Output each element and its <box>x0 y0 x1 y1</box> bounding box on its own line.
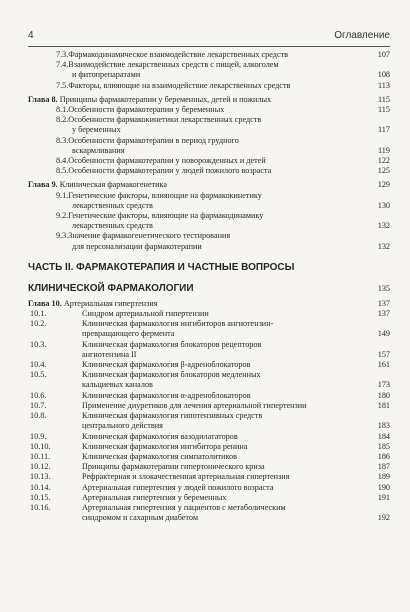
toc-entry[interactable] <box>28 350 390 360</box>
page-number: 4 <box>28 30 34 41</box>
entry-title: ангиотензина II <box>82 349 137 359</box>
page-ref: 185 <box>377 441 390 451</box>
entry-title: Принципы фармакотерапии гипертонического криза <box>82 462 265 472</box>
entry-title: превращающего фермента <box>82 329 175 339</box>
toc-entry[interactable] <box>28 370 390 380</box>
section-number: 8.2. <box>56 115 69 125</box>
page-ref: 119 <box>378 145 390 155</box>
entry-title: Взаимодействие лекарственных средств с пищей, алкоголем <box>68 60 279 70</box>
toc-entry[interactable] <box>28 242 390 252</box>
entry-title: Артериальная гипертензия <box>63 298 158 308</box>
section-number: 10.9. <box>30 431 47 441</box>
page-ref: 173 <box>377 380 390 390</box>
table-of-contents <box>28 50 390 523</box>
entry-title: лекарственных средств <box>72 200 153 210</box>
section-number: 10.4. <box>30 360 47 370</box>
toc-part-heading[interactable] <box>28 283 390 295</box>
toc-entry[interactable] <box>28 442 390 452</box>
toc-entry[interactable] <box>28 452 390 462</box>
toc-entry[interactable] <box>28 50 390 60</box>
section-number: 9.2. <box>56 211 69 221</box>
entry-title: для персонализации фармакотерапии <box>72 241 202 251</box>
toc-entry[interactable] <box>28 462 390 472</box>
entry-title: синдромом и сахарным диабетом <box>82 513 199 523</box>
toc-chapter-entry[interactable] <box>28 299 390 309</box>
entry-title: Рефрактерная и злокачественная артериальная гипертензия <box>82 472 290 482</box>
section-number: 10.11. <box>30 451 51 461</box>
toc-chapter-entry[interactable] <box>28 95 390 105</box>
entry-title: Синдром артериальной гипертензии <box>82 309 209 319</box>
section-number: 10.16. <box>30 502 51 512</box>
toc-chapter-entry[interactable] <box>28 180 390 190</box>
toc-entry[interactable] <box>28 503 390 513</box>
entry-title: Клиническая фармакогенетика <box>59 180 167 190</box>
page-ref: 132 <box>377 241 390 251</box>
page-ref: 157 <box>377 349 390 359</box>
entry-title: Особенности фармакотерапии у беременных <box>68 105 225 115</box>
entry-title: и фитопрепаратами <box>72 70 141 80</box>
entry-title: Особенности фармакотерапии у людей пожилого возраста <box>68 166 272 176</box>
section-number: 9.1. <box>56 190 69 200</box>
toc-entry[interactable] <box>28 319 390 329</box>
page-ref: 183 <box>377 421 390 431</box>
toc-entry[interactable] <box>28 309 390 319</box>
entry-title: кальциевых каналов <box>82 380 153 390</box>
section-number: 10.12. <box>30 462 51 472</box>
section-number: 10.15. <box>30 492 51 502</box>
entry-title: Клиническая фармакология ингибитора ренина <box>82 441 248 451</box>
toc-entry[interactable] <box>28 105 390 115</box>
page-ref: 129 <box>377 180 390 190</box>
page-ref: 190 <box>377 482 390 492</box>
toc-entry[interactable] <box>28 411 390 421</box>
section-number: 8.1. <box>56 105 69 115</box>
entry-title: Клиническая фармакология β-адреноблокаторов <box>82 360 251 370</box>
entry-title: лекарственных средств <box>72 221 153 231</box>
page-ref: 181 <box>377 400 390 410</box>
page-ref: 108 <box>377 70 390 80</box>
entry-title: Генетические факторы, влияющие на фармакокинетику <box>68 190 262 200</box>
section-number: 10.5. <box>30 370 47 380</box>
running-header <box>28 30 390 44</box>
toc-entry[interactable] <box>28 146 390 156</box>
section-number: 10.2. <box>30 319 47 329</box>
chapter-label: Глава 8. <box>28 94 58 104</box>
page-ref: 161 <box>377 360 390 370</box>
page-ref: 191 <box>377 492 390 502</box>
entry-title: Клиническая фармакология блокаторов рецепторов <box>82 339 262 349</box>
toc-entry[interactable] <box>28 421 390 431</box>
entry-title: Фармакодинамическое взаимодействие лекарственных средств <box>68 50 289 59</box>
entry-title: Артериальная гипертензия у людей пожилого возраста <box>82 482 274 492</box>
toc-entry[interactable] <box>28 81 390 91</box>
entry-title: Особенности фармакокинетики лекарственных средств <box>68 115 262 125</box>
section-number: 10.7. <box>30 400 47 410</box>
entry-title: Клиническая фармакология вазодилататоров <box>82 431 238 441</box>
section-number: 10.14. <box>30 482 51 492</box>
page-ref: 189 <box>377 472 390 482</box>
toc-entry[interactable] <box>28 211 390 221</box>
entry-title: Принципы фармакотерапии у беременных, детей и пожилых <box>59 94 272 104</box>
page-ref: 135 <box>377 284 390 294</box>
chapter-label: Глава 9. <box>28 180 58 190</box>
section-number: 10.10. <box>30 441 51 451</box>
entry-title: Клиническая фармакология симпатолитиков <box>82 451 237 461</box>
section-number: 8.4. <box>56 156 69 166</box>
entry-title: Артериальная гипертензия у пациентов с метаболическим <box>82 502 286 512</box>
page-ref: 132 <box>377 221 390 231</box>
entry-title: ЧАСТЬ II. ФАРМАКОТЕРАПИЯ И ЧАСТНЫЕ ВОПРОСЫ <box>28 261 295 273</box>
page-ref: 125 <box>377 166 390 176</box>
toc-entry[interactable] <box>28 513 390 523</box>
section-number: 10.13. <box>30 472 51 482</box>
toc-entry[interactable] <box>28 136 390 146</box>
entry-title: у беременных <box>72 125 121 135</box>
page-ref: 137 <box>377 298 390 308</box>
entry-title: Клиническая фармакология блокаторов медленных <box>82 370 261 380</box>
page-ref: 113 <box>378 80 390 90</box>
section-number: 10.6. <box>30 390 47 400</box>
section-number: 7.3. <box>56 50 69 59</box>
toc-entry[interactable] <box>28 360 390 370</box>
entry-title: Особенности фармакотерапии в период грудного <box>68 135 239 145</box>
page-ref: 187 <box>377 462 390 472</box>
page-ref: 117 <box>378 125 390 135</box>
toc-entry[interactable] <box>28 201 390 211</box>
section-number: 8.5. <box>56 166 69 176</box>
section-number: 10.1. <box>30 309 47 319</box>
section-number: 7.4. <box>56 60 69 70</box>
toc-entry[interactable] <box>28 493 390 503</box>
entry-title: Клиническая фармакология ингибиторов ангиотензин- <box>82 319 274 329</box>
entry-title: Применение диуретиков для лечения артериальной гипертензии <box>82 400 307 410</box>
toc-entry[interactable] <box>28 432 390 442</box>
section-number: 8.3. <box>56 135 69 145</box>
toc-entry[interactable] <box>28 60 390 70</box>
page-ref: 184 <box>377 431 390 441</box>
page-ref: 192 <box>377 513 390 523</box>
page-ref: 137 <box>377 309 390 319</box>
section-title: Оглавление <box>334 30 390 41</box>
page-ref: 186 <box>377 451 390 461</box>
entry-title: Генетические факторы, влияющие на фармакодинамику <box>68 211 264 221</box>
toc-entry[interactable] <box>28 340 390 350</box>
header-rule <box>28 46 390 47</box>
section-number: 9.3. <box>56 231 69 241</box>
page-ref: 122 <box>377 156 390 166</box>
page-ref: 180 <box>377 390 390 400</box>
toc-entry[interactable] <box>28 483 390 493</box>
section-number: 7.5. <box>56 80 69 90</box>
page-ref: 107 <box>377 50 390 59</box>
entry-title: центрального действия <box>82 421 163 431</box>
entry-title: Особенности фармакотерапии у новорожденных и детей <box>68 156 266 166</box>
entry-title: Клиническая фармакология гипотензивных средств <box>82 411 263 421</box>
toc-entry[interactable] <box>28 472 390 482</box>
toc-entry[interactable] <box>28 191 390 201</box>
toc-entry[interactable] <box>28 115 390 125</box>
entry-title: Артериальная гипертензия у беременных <box>82 492 227 502</box>
toc-entry[interactable] <box>28 391 390 401</box>
toc-entry[interactable] <box>28 125 390 135</box>
toc-entry[interactable] <box>28 221 390 231</box>
toc-entry[interactable] <box>28 401 390 411</box>
entry-title: Факторы, влияющие на взаимодействие лекарственных средств <box>68 80 291 90</box>
toc-entry[interactable] <box>28 329 390 339</box>
section-number: 10.8. <box>30 411 47 421</box>
toc-entry[interactable] <box>28 231 390 241</box>
entry-title: Клиническая фармакология α-адреноблокаторов <box>82 390 251 400</box>
page-ref: 149 <box>377 329 390 339</box>
toc-entry[interactable] <box>28 70 390 80</box>
page-ref: 115 <box>378 94 390 104</box>
toc-part-heading[interactable] <box>28 262 390 274</box>
toc-entry[interactable] <box>28 166 390 176</box>
entry-title: вскармливания <box>72 145 125 155</box>
toc-entry[interactable] <box>28 156 390 166</box>
section-number: 10.3. <box>30 339 47 349</box>
toc-entry[interactable] <box>28 380 390 390</box>
page-ref: 130 <box>377 200 390 210</box>
entry-title: КЛИНИЧЕСКОЙ ФАРМАКОЛОГИИ <box>28 283 194 295</box>
entry-title: Значение фармакогенетического тестирования <box>68 231 231 241</box>
chapter-label: Глава 10. <box>28 298 62 308</box>
page-ref: 115 <box>378 105 390 115</box>
